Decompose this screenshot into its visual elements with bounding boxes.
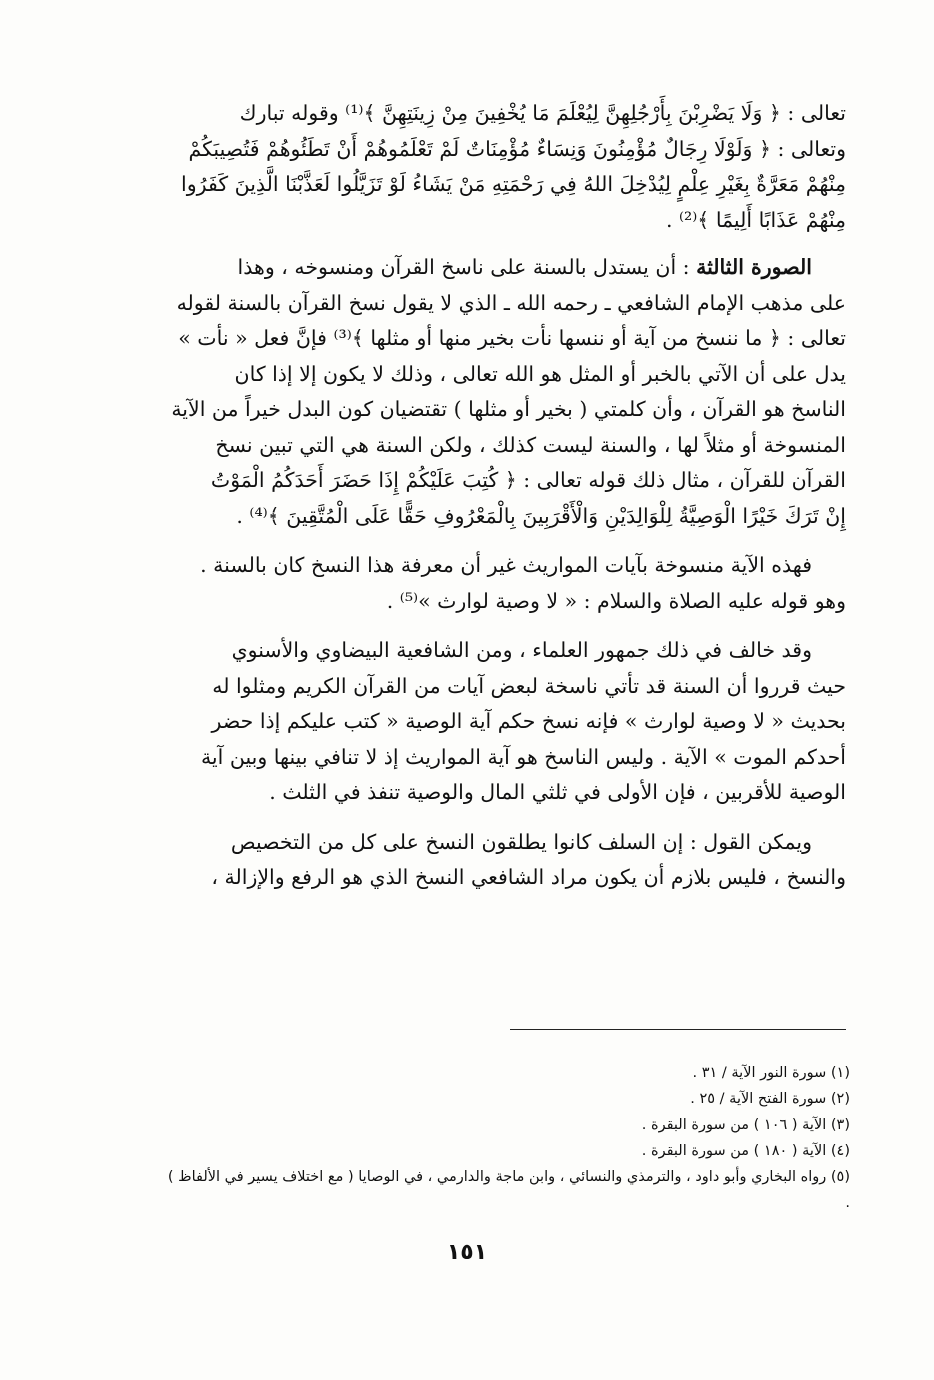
text-line: وقد خالف في ذلك جمهور العلماء ، ومن الشافعية البيضاوي والأسنوي <box>231 638 812 662</box>
text-line: القرآن للقرآن ، مثال ذلك قوله تعالى : ﴿ كُتِبَ عَلَيْكُمْ إِذَا حَضَرَ أَحَدَكُمُ الْمَوْتُ <box>210 468 846 492</box>
text-line: الوصية للأقربين ، فإن الأولى في ثلثي المال والوصية تنفذ في الثلث . <box>269 780 846 804</box>
text-line: المنسوخة أو مثلاً لها ، والسنة ليست كذلك ، ولكن السنة هي التي تبين نسخ <box>215 432 846 457</box>
page-number: ١٥١ <box>446 1240 488 1265</box>
paragraph-scholars-dissent <box>140 633 846 811</box>
text-line: والنسخ ، فليس بلازم أن يكون مراد الشافعي النسخ الذي هو الرفع والإزالة ، <box>211 865 846 889</box>
text-line: أحدكم الموت » الآية . وليس الناسخ هو آية المواريث إذ لا تنافي بينها وبين آية <box>200 744 846 769</box>
paragraph-abrogated-verse <box>140 548 846 619</box>
footnote: (٣) الآية ( ١٠٦ ) من سورة البقرة . <box>641 1117 850 1133</box>
text-line: ويمكن القول : إن السلف كانوا يطلقون النسخ على كل من التخصيص <box>230 829 812 854</box>
text-line: على مذهب الإمام الشافعي ـ رحمه الله ـ الذي لا يقول نسخ القرآن بالسنة لقوله <box>176 290 846 315</box>
text-line: : أن يستدل بالسنة على ناسخ القرآن ومنسوخه ، وهذا <box>237 255 697 279</box>
text-line: بحديث « لا وصية لوارث » فإنه نسخ حكم آية الوصية « كتب عليكم إذا حضر <box>211 709 846 733</box>
footnote: (١) سورة النور الآية / ٣١ . <box>692 1065 850 1081</box>
footnote-divider <box>510 1029 846 1030</box>
text-line: تعالى : ﴿ وَلَا يَضْرِبْنَ بِأَرْجُلِهِنَّ لِيُعْلَمَ مَا يُخْفِينَ مِنْ زِينَتِهِنَّ ﴾⁽¹⁾ وقوله تبارك <box>239 101 846 125</box>
footnote: (٤) الآية ( ١٨٠ ) من سورة البقرة . <box>641 1143 850 1159</box>
paragraph-conclusion <box>140 825 846 896</box>
text-line: تعالى : ﴿ ما ننسخ من آية أو ننسها نأت بخير منها أو مثلها ﴾⁽³⁾ فإنَّ فعل « نأت » <box>178 326 846 350</box>
paragraph-third-form <box>140 250 846 534</box>
text-line: حيث قرروا أن السنة قد تأتي ناسخة لبعض آيات من القرآن الكريم ومثلوا له <box>212 673 846 698</box>
text-line: الناسخ هو القرآن ، وأن كلمتي ( بخير أو مثلها ) تقتضيان كون البدل خيراً من الآية <box>171 397 846 421</box>
footnote: (٢) سورة الفتح الآية / ٢٥ . <box>690 1091 850 1107</box>
text-line: وتعالى : ﴿ وَلَوْلَا رِجَالٌ مُؤْمِنُونَ وَنِسَاءٌ مُؤْمِنَاتٌ لَمْ تَعْلَمُوهُمْ أَنْ تَطَئُوهُمْ فَتُصِيبَكُمْ <box>188 136 846 161</box>
footnotes <box>160 1060 850 1216</box>
text-line: مِنْهُمْ مَعَرَّةٌ بِغَيْرِ عِلْمٍ لِيُدْخِلَ اللهُ فِي رَحْمَتِهِ مَنْ يَشَاءُ لَوْ تَزَيَّلُوا لَعَذَّبْنَا الَّذِينَ كَفَرُوا <box>181 172 846 196</box>
footnote: (٥) رواه البخاري وأبو داود ، والترمذي والنسائي ، وابن ماجة والدارمي ، في الوصايا ( مع اختلاف يسير في الألفاظ ) . <box>167 1169 850 1211</box>
text-line: فهذه الآية منسوخة بآيات المواريث غير أن معرفة هذا النسخ كان بالسنة . <box>200 553 812 577</box>
text-line: إِنْ تَرَكَ خَيْرًا الْوَصِيَّةُ لِلْوَالِدَيْنِ وَالْأَقْرَبِينَ بِالْمَعْرُوفِ حَقًّا عَلَى الْمُتَّقِينَ ﴾⁽⁴⁾ . <box>236 503 846 528</box>
text-line: مِنْهُمْ عَذَابًا أَلِيمًا ﴾⁽²⁾ . <box>665 207 846 232</box>
paragraph-quran-quotes <box>140 96 846 238</box>
text-line: وهو قوله عليه الصلاة والسلام : « لا وصية لوارث »⁽⁵⁾ . <box>386 588 846 613</box>
text-line: يدل على أن الآتي بالخبر أو المثل هو الله تعالى ، وذلك لا يكون إلا إذا كان <box>234 361 846 386</box>
section-heading: الصورة الثالثة <box>696 255 812 279</box>
main-text <box>140 96 846 910</box>
